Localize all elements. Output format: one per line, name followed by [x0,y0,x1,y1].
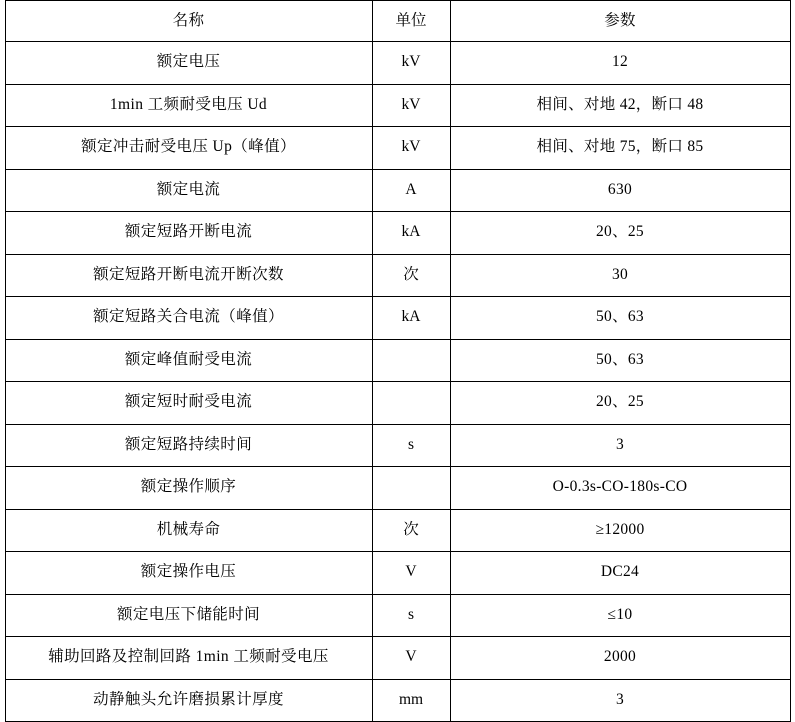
cell-name: 额定电流 [5,169,372,212]
cell-unit [372,339,450,382]
cell-unit: s [372,594,450,637]
cell-name: 额定操作电压 [5,552,372,595]
cell-name: 额定短时耐受电流 [5,382,372,425]
cell-name: 额定峰值耐受电流 [5,339,372,382]
table-row [5,552,790,595]
table-row [5,297,790,340]
table-row [5,169,790,212]
cell-name: 额定短路持续时间 [5,424,372,467]
cell-name: 1min 工频耐受电压 Ud [5,84,372,127]
cell-name: 额定电压下储能时间 [5,594,372,637]
cell-parameter: 相间、对地 42，断口 48 [450,84,790,127]
cell-parameter: 3 [450,679,790,722]
table-row [5,127,790,170]
cell-parameter: 2000 [450,637,790,680]
table-row [5,424,790,467]
cell-parameter: 20、25 [450,382,790,425]
cell-parameter: 630 [450,169,790,212]
cell-parameter: 30 [450,254,790,297]
column-header-name: 名称 [5,1,372,42]
cell-unit: 次 [372,254,450,297]
cell-parameter: ≥12000 [450,509,790,552]
cell-unit: A [372,169,450,212]
cell-parameter: 50、63 [450,339,790,382]
table-row [5,637,790,680]
cell-parameter: 20、25 [450,212,790,255]
table-row [5,679,790,722]
cell-name: 额定冲击耐受电压 Up（峰值） [5,127,372,170]
cell-name: 额定电压 [5,42,372,85]
cell-parameter: 50、63 [450,297,790,340]
cell-parameter: O-0.3s-CO-180s-CO [450,467,790,510]
cell-unit: s [372,424,450,467]
column-header-parameter: 参数 [450,1,790,42]
cell-parameter: DC24 [450,552,790,595]
cell-name: 额定短路开断电流 [5,212,372,255]
column-header-unit: 单位 [372,1,450,42]
cell-unit: mm [372,679,450,722]
table-row [5,382,790,425]
table-row [5,42,790,85]
cell-name: 额定操作顺序 [5,467,372,510]
cell-parameter: ≤10 [450,594,790,637]
cell-parameter: 12 [450,42,790,85]
cell-unit [372,382,450,425]
table-row [5,84,790,127]
cell-unit: V [372,552,450,595]
cell-name: 额定短路关合电流（峰值） [5,297,372,340]
table-row [5,594,790,637]
table-body [5,1,790,722]
cell-parameter: 相间、对地 75，断口 85 [450,127,790,170]
cell-unit: kA [372,212,450,255]
cell-unit: kV [372,84,450,127]
cell-unit: 次 [372,509,450,552]
cell-unit: kV [372,42,450,85]
cell-unit [372,467,450,510]
cell-name: 辅助回路及控制回路 1min 工频耐受电压 [5,637,372,680]
cell-unit: kA [372,297,450,340]
table-row [5,254,790,297]
table-row [5,509,790,552]
cell-unit: kV [372,127,450,170]
specification-table [5,0,791,722]
table-row [5,467,790,510]
table-row [5,212,790,255]
table-row [5,339,790,382]
table-header-row [5,1,790,42]
cell-unit: V [372,637,450,680]
cell-name: 动静触头允许磨损累计厚度 [5,679,372,722]
cell-name: 额定短路开断电流开断次数 [5,254,372,297]
cell-parameter: 3 [450,424,790,467]
cell-name: 机械寿命 [5,509,372,552]
